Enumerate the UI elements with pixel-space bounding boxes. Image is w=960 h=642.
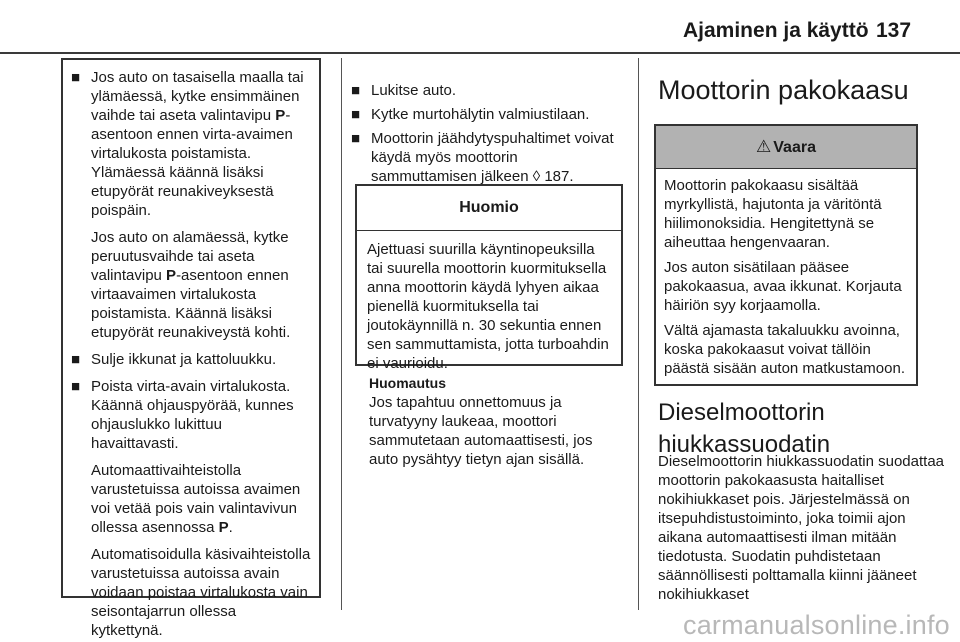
list-item [71,68,311,220]
warning-triangle-icon: ⚠ [756,137,772,156]
warning-paragraph: Jos auton sisätilaan pääsee pakokaasua, avaa ikkunat. Korjauta häiriön syy korjaamolla. [664,259,902,314]
column-divider-1 [341,58,342,610]
list-item-paragraph: Automaattivaihteistolla varustetuissa autoissa avaimen voi vetää pois vain valintavivun ollessa asennossa P. [91,462,301,536]
note-title: Huomio [357,186,621,231]
list-item-text: Kytke murtohälytin valmiustilaan. [371,106,590,123]
body-text: Dieselmoottorin hiukkassuodatin suodattaa moottorin pakokaasusta haitalliset nokihiukkaset pois. Järjestelmässä on itsepuhdistustoiminto, joka toimii ajon aikana automaattisesti ilman mitään tiedotusta. Suodatin puhdistetaan säännöllisesti polttamalla kiinni jääneet nokihiukkaset [658,453,945,603]
remark-text: Jos tapahtuu onnettomuus ja turvatyyny laukeaa, moottori sammutetaan automaattisesti, jos auto pysähtyy tietyn ajan sisällä. [369,394,593,468]
list-item [351,81,626,100]
remark-title: Huomautus [369,375,446,391]
note-box [355,184,623,372]
list-item [351,129,626,186]
list-item [351,105,626,124]
list-item-text: Lukitse auto. [371,82,457,99]
column-2-list [351,81,626,186]
bullet-icon: ■ [71,69,81,86]
list-item-text: Sulje ikkunat ja kattoluukku. [91,351,277,368]
warning-paragraph: Moottorin pakokaasu sisältää myrkyllistä, hajutonta ja väritöntä hiilimonoksidia. Hengitettynä se aiheuttaa hengenvaaran. [664,177,882,251]
bullet-icon: ■ [351,82,361,99]
subsection-title: Dieselmoottorin hiukkassuodatin [658,399,831,458]
warning-header [656,126,916,169]
list-item-text: Moottorin jäähdytyspuhaltimet voivat käydä myös moottorin sammuttamisen jälkeen ◊ 187. [371,130,614,185]
bullet-icon: ■ [351,130,361,147]
page-header [0,0,960,58]
watermark: carmanualsonline.info [683,610,950,640]
note-text: Ajettuasi suurilla käyntinopeuksilla tai suurella moottorin kuormituksella anna moottorin käydä lyhyen aikaa pienellä kuormituksella tai joutokäynnillä n. 30 sekuntia ennen sen sammuttamista, jotta turboahdin ei vaurioidu. [367,241,609,372]
list-item-text: Jos auto on tasaisella maalla tai ylämäessä, kytke ensimmäinen vaihde tai aseta valintavipu P-asentoon ennen virta-avaimen virtalukosta poistamista. Ylämäessä käännä lisäksi etupyörät reunakiveyksestä poispäin. [91,69,304,219]
bullet-icon: ■ [71,351,81,368]
list-item-text: Poista virta-avain virtalukosta. Käännä ohjauspyörää, kunnes ohjauslukko lukittuu havaittavasti. [91,378,294,452]
header-rule [0,52,960,54]
list-item-paragraph: Automatisoidulla käsivaihteistolla varustetuissa autoissa avain voidaan poistaa virtalukosta vain seisontajarrun ollessa kytkettynä. [91,546,311,639]
warning-title: Vaara [773,139,816,156]
bullet-icon: ■ [71,378,81,395]
page-number: 137 [876,19,912,42]
page-reference-icon: ◊ [532,168,541,185]
warning-box [654,124,918,386]
bullet-icon: ■ [351,106,361,123]
column-divider-2 [638,58,639,610]
warning-body [656,169,916,378]
list-item-paragraph: Jos auto on alamäessä, kytke peruutusvaihde tai aseta valintavipu P-asentoon ennen virtaavaimen virtalukosta poistamista. Käännä lisäksi etupyörät reunakiveystä kohti. [91,229,291,341]
list-item [71,350,311,369]
list-item [71,377,311,453]
warning-paragraph: Vältä ajamasta takaluukku avoinna, koska pakokaasut voivat tällöin päästä sisään auton matkustamoon. [664,322,905,377]
section-title: Moottorin pakokaasu [658,75,909,105]
parking-instructions-box [61,58,321,639]
chapter-title: Ajaminen ja käyttö [683,19,869,42]
page-reference-link[interactable]: 187. [544,168,574,185]
remark-block [369,374,624,469]
